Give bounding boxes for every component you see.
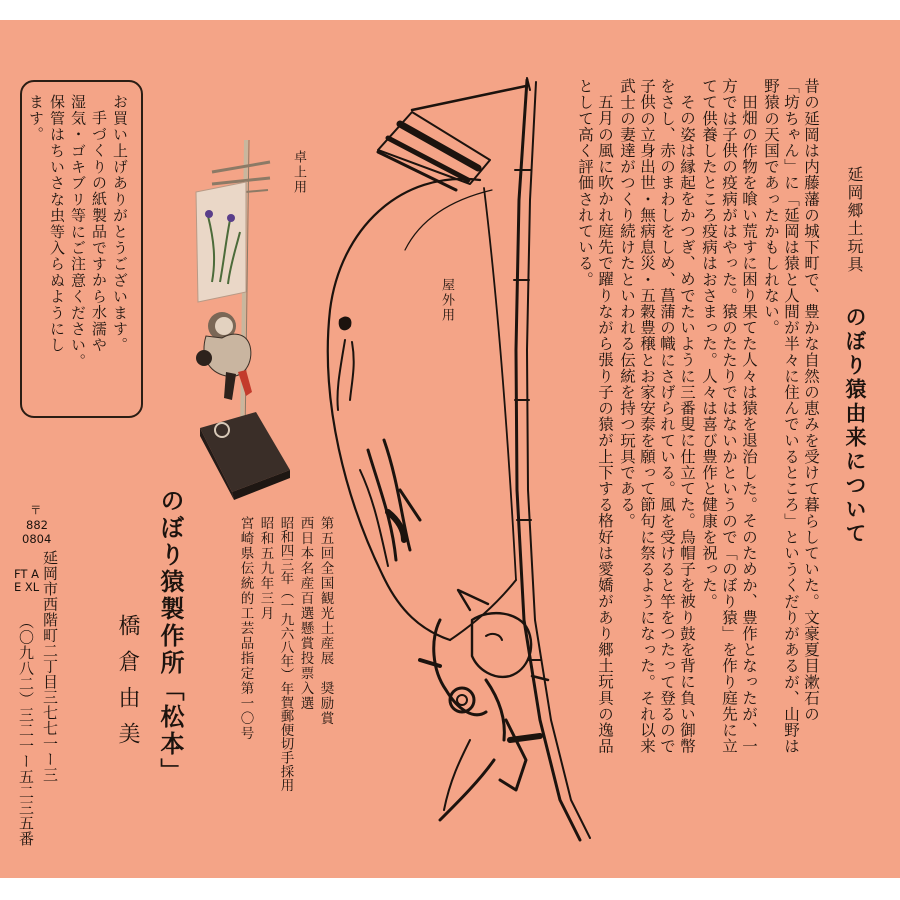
leaflet-sheet	[0, 20, 900, 878]
award-line: 昭和四三年（一九六八年）年賀郵便切手採用	[277, 516, 294, 792]
history-line: 田畑の作物を喰い荒すに困り果てた人々は猿を退治した。そのためか、豊作となったが、一	[740, 94, 758, 755]
history-line: その姿は縁起をかつぎ、めでたいように三番叟に仕立てた。烏帽子を被り鼓を背に負い御幣	[678, 94, 696, 755]
award-line: 昭和五九年三月	[257, 516, 274, 621]
page-title: のぼり猿由来について	[843, 306, 868, 546]
history-line: 野猿の天国であったかもしれない。	[762, 78, 780, 336]
history-line: 昔の延岡は内藤藩の城下町で、豊かな自然の恵みを受けて暮らしていた。文豪夏目漱石の	[802, 78, 820, 722]
postal-mark: 〒	[30, 503, 42, 517]
award-line: 西日本名産百選懸賞投票入選	[297, 516, 314, 711]
history-line: てて供養したところ疫病はおさまった。人々は喜び豊作と健康を祝った。	[700, 78, 718, 610]
history-line: 子供の立身出世・無病息災・五穀豊穣とお家安泰を願って節句に祭るようになった。それ以来	[638, 78, 656, 755]
owner-name: 橋倉由美	[115, 614, 140, 758]
tel-fax-prefix: FT AE XL	[14, 567, 40, 594]
award-line: 宮崎県伝統的工芸品指定第一〇号	[237, 516, 254, 741]
history-line: 方では子供の疫病がはやった。猿のたたりではないかというので「のぼり猿」を作り庭先に立	[720, 78, 738, 755]
notice-line: ます。	[27, 94, 45, 143]
notice-line: 湿気・ゴキブリ等にご注意ください。	[69, 94, 87, 370]
notice-line: お買い上げありがとうございます。	[111, 94, 129, 354]
postal-code-1: 882	[26, 518, 48, 532]
history-line: 「坊ちゃん」に「延岡は猿と人間が半々に住んでいるところ」というくだりがあるが、山野は	[782, 78, 800, 755]
subtitle: 延岡郷土玩具	[845, 166, 864, 274]
notice-line: 保管はちいさな虫等入らぬようにし	[48, 94, 66, 354]
history-line: をさし、赤のまわしをしめ、菖蒲の幟にさげられている。風を受けると竿をつたって登るので	[658, 78, 676, 755]
outdoor-label: 屋外用	[439, 278, 454, 323]
award-line: 第五回全国観光土産展 奨励賞	[317, 516, 334, 726]
history-line: として高く評価されている。	[576, 78, 594, 288]
tabletop-label: 卓上用	[291, 150, 306, 195]
phone-number: （〇九八二）三二一ー五二三五番	[17, 614, 35, 847]
postal-code-2: 0804	[22, 532, 52, 546]
history-line: 五月の風に吹かれ庭先で躍りながら張り子の猿が上下する格好は愛嬌があり郷土玩具の逸品	[596, 94, 614, 755]
notice-line: 手づくりの紙製品ですから水濡や	[90, 110, 108, 353]
street-address: 延岡市西階町二丁目三七七一ー三	[41, 550, 59, 783]
maker-name: のぼり猿製作所「松本」	[156, 488, 185, 785]
history-line: 武士の妻達がつくり続けたといわれる伝統を持つ玩具である。	[618, 78, 636, 529]
